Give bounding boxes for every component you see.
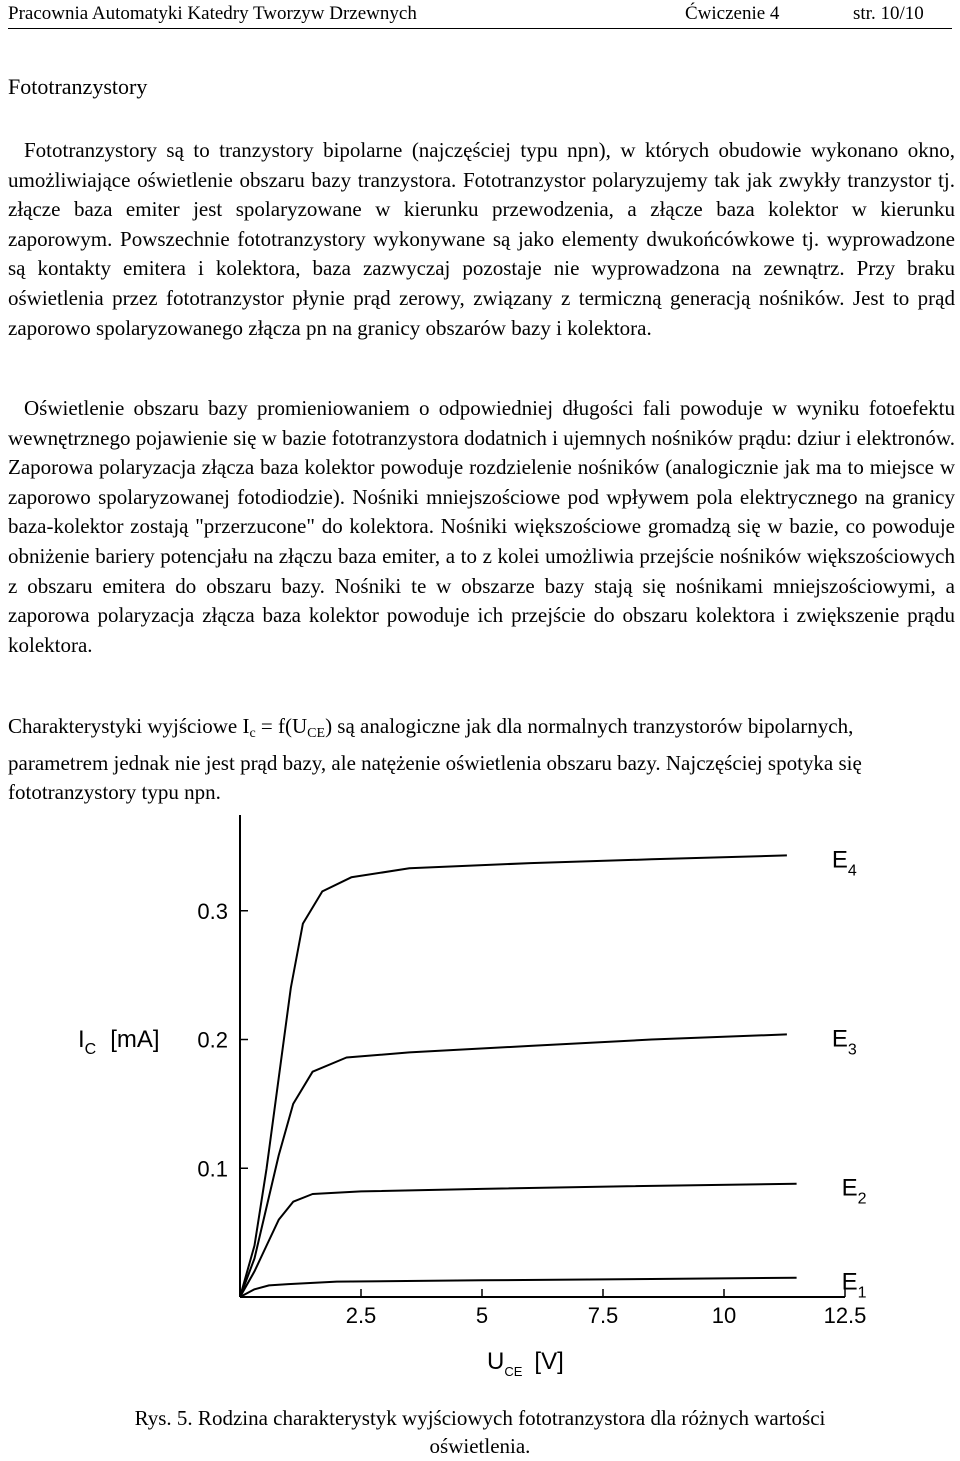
paragraph-1: Fototranzystory są to tranzystory bipolarne (najczęściej typu npn), w których obudowie wykonano okno, umożliwiające oświetlenie obszaru bazy tranzystora. Fototranzystor polaryzujemy tak jak zwykły tranzystor tj. złącze baza emiter jest spolaryzowane w kierunku przewodzenia, a złącze baza kolektor w kierunku zaporowym. Powszechnie fototranzystory wykonywane są jako elementy dwukońcówkowe tj. wyprowadzone są kontakty emitera i kolektora, baza zazwyczaj pozostaje nie wyprowadzona na zewnątrz. Przy braku oświetlenia przez fototranzystor płynie prąd zerowy, związany z termiczną generacją nośników. Jest to prąd zaporowo spolaryzowanego złącza pn na granicy obszarów bazy i kolektora. xyxy=(8,138,955,340)
series-E2-label: $E_2$ xyxy=(841,1174,867,1208)
caption-line-1: Rys. 5. Rodzina charakterystyk wyjściowych fototranzystora dla różnych wartości xyxy=(134,1406,826,1430)
header-exercise: Ćwiczenie 4 xyxy=(685,3,780,24)
section-title: Fototranzystory xyxy=(8,74,148,99)
caption-line-2: oświetlenia. xyxy=(429,1434,531,1458)
series-E4-label: $E_4$ xyxy=(831,846,857,880)
x-tick-label: 5 xyxy=(475,1303,489,1328)
paragraph-3-text-a: Charakterystyki wyjściowe I xyxy=(8,714,250,738)
x-tick-label: 10 xyxy=(711,1303,737,1328)
paragraph-3 xyxy=(8,712,955,808)
x-axis-title: $U_{CE}$ [V] xyxy=(487,1348,564,1379)
series-E3-label: $E_3$ xyxy=(831,1025,857,1059)
x-tick-label: 2.5 xyxy=(345,1303,377,1328)
paragraph-2: Oświetlenie obszaru bazy promieniowaniem o odpowiedniej długości fali powoduje w wyniku fotoefektu wewnętrznego pojawienie się w bazie fototranzystora dodatnich i ujemnych nośników prądu: dziur i elektronów. Zaporowa polaryzacja złącza baza kolektor powoduje rozdzielenie nośników (analogicznie jak ma to miejsce w zaporowo spolaryzowanej fotodiodzie). Nośniki mniejszościowe pod wpływem pola elektrycznego na granicy baza-kolektor zostają "przerzucone" do kolektora. Nośniki większościowe gromadzą się w bazie, co powoduje obniżenie bariery potencjału na złączu baza emiter, a to z kolei umożliwia przejście nośników większościowych z obszaru emitera do obszaru bazy. Nośniki te w obszarze bazy stają się nośnikami mniejszościowymi, a zaporowa polaryzacja złącza baza kolektor powoduje ich przejście do obszaru kolektora i zwiększenie prądu kolektora. xyxy=(8,396,955,657)
figure-caption xyxy=(0,1404,960,1460)
series-E4-line xyxy=(240,855,787,1297)
y-tick-label: 0.2 xyxy=(197,1027,228,1053)
y-tick-label: 0.1 xyxy=(197,1156,228,1182)
series-E1-label: $E_1$ xyxy=(841,1268,867,1302)
paragraph-3-text-c: ) są analogiczne jak dla normalnych tranzystorów bipolarnych, parametrem jednak nie jest prąd bazy, ale natężenie oświetlenia obszaru bazy. Najczęściej spotyka się fototranzystory typu npn. xyxy=(8,714,862,805)
output-characteristics-chart xyxy=(0,815,960,1390)
x-tick-label: 12.5 xyxy=(823,1303,867,1328)
y-axis-title: $I_C$ [mA] xyxy=(78,1026,160,1058)
y-tick-label: 0.3 xyxy=(197,898,228,924)
series-E3-line xyxy=(240,1034,787,1297)
paragraph-3-sub-c: c xyxy=(249,726,256,741)
x-tick-label: 7.5 xyxy=(587,1303,619,1328)
header-institution: Pracownia Automatyki Katedry Tworzyw Drzewnych xyxy=(8,3,417,24)
header-page-number: str. 10/10 xyxy=(853,3,924,24)
paragraph-3-text-b: = f(U xyxy=(255,714,308,738)
series-E1-line xyxy=(240,1278,797,1297)
page-header xyxy=(8,2,952,29)
paragraph-3-sub-ce: CE xyxy=(307,726,326,741)
